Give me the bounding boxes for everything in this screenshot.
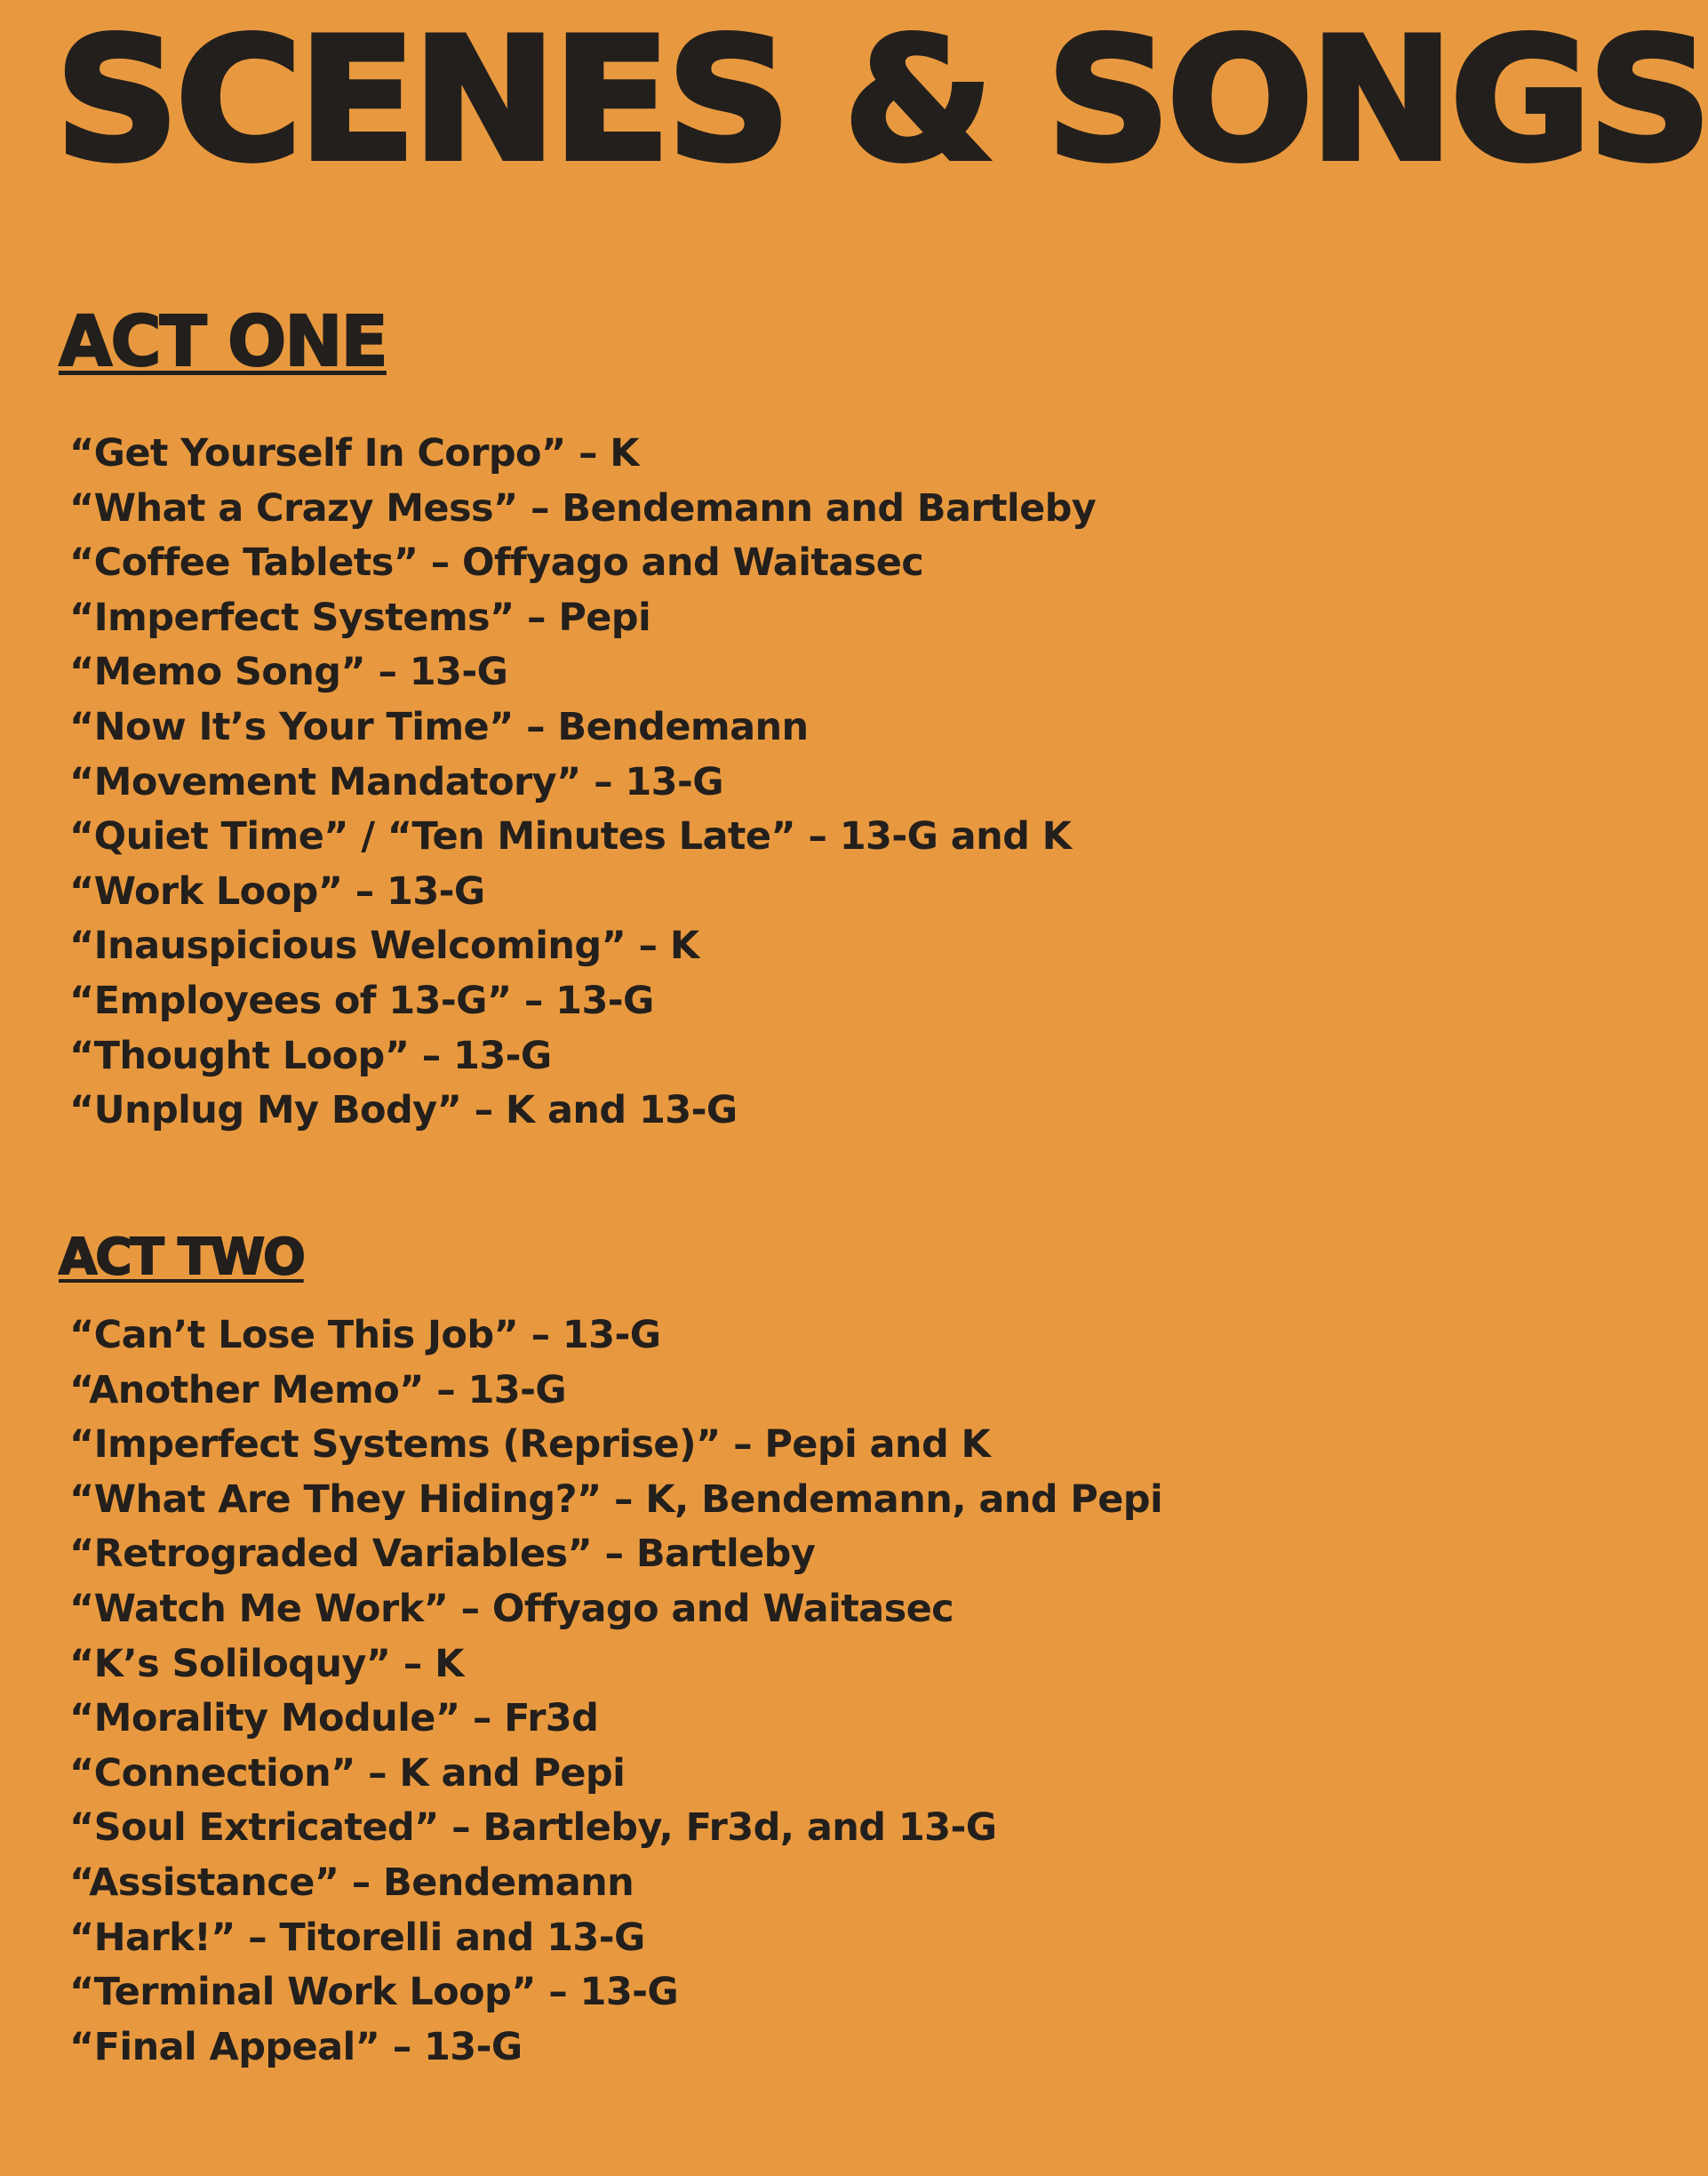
song-item: “Watch Me Work” – Offyago and Waitasec: [69, 1586, 954, 1631]
song-item: “Memo Song” – 13-G: [69, 650, 508, 695]
song-item: “Soul Extricated” – Bartleby, Fr3d, and 13-G: [69, 1805, 997, 1851]
song-item: “Another Memo” – 13-G: [69, 1367, 567, 1412]
song-item: “Coffee Tablets” – Offyago and Waitasec: [69, 540, 924, 586]
song-item: “Connection” – K and Pepi: [69, 1750, 626, 1796]
song-item: “Unplug My Body” – K and 13-G: [69, 1088, 738, 1133]
song-item: “Work Loop” – 13-G: [69, 868, 485, 914]
song-item: “Morality Module” – Fr3d: [69, 1696, 599, 1741]
song-item: “What Are They Hiding?” – K, Bendemann, and Pepi: [69, 1476, 1163, 1522]
song-item: “Final Appeal” – 13-G: [69, 2024, 523, 2069]
song-item: “Imperfect Systems (Reprise)” – Pepi and K: [69, 1422, 991, 1468]
act-one-song-list: [69, 427, 1096, 1139]
act-two-song-list: [69, 1308, 1162, 2075]
song-item: “Imperfect Systems” – Pepi: [69, 595, 651, 640]
song-item: “Hark!” – Titorelli and 13-G: [69, 1915, 645, 1960]
song-item: “Thought Loop” – 13-G: [69, 1033, 552, 1078]
song-item: “Employees of 13-G” – 13-G: [69, 978, 654, 1023]
song-item: “K’s Soliloquy” – K: [69, 1641, 464, 1686]
song-item: “Retrograded Variables” – Bartleby: [69, 1532, 816, 1577]
page-title: SCENES & SONGS: [55, 2, 1708, 198]
song-item: “Quiet Time” / “Ten Minutes Late” – 13-G and K: [69, 814, 1072, 860]
song-item: “What a Crazy Mess” – Bendemann and Bartleby: [69, 485, 1097, 531]
song-item: “Can’t Lose This Job” – 13-G: [69, 1313, 661, 1357]
song-item: “Movement Mandatory” – 13-G: [69, 759, 723, 804]
act-one-heading: ACT ONE: [59, 302, 387, 382]
song-item: “Terminal Work Loop” – 13-G: [69, 1970, 679, 2015]
song-item: “Now It’s Your Time” – Bendemann: [69, 704, 809, 749]
song-item: “Get Yourself In Corpo” – K: [69, 431, 639, 476]
song-item: “Assistance” – Bendemann: [69, 1860, 635, 1905]
song-item: “Inauspicious Welcoming” – K: [69, 924, 699, 969]
act-two-heading: ACT TWO: [59, 1228, 304, 1286]
